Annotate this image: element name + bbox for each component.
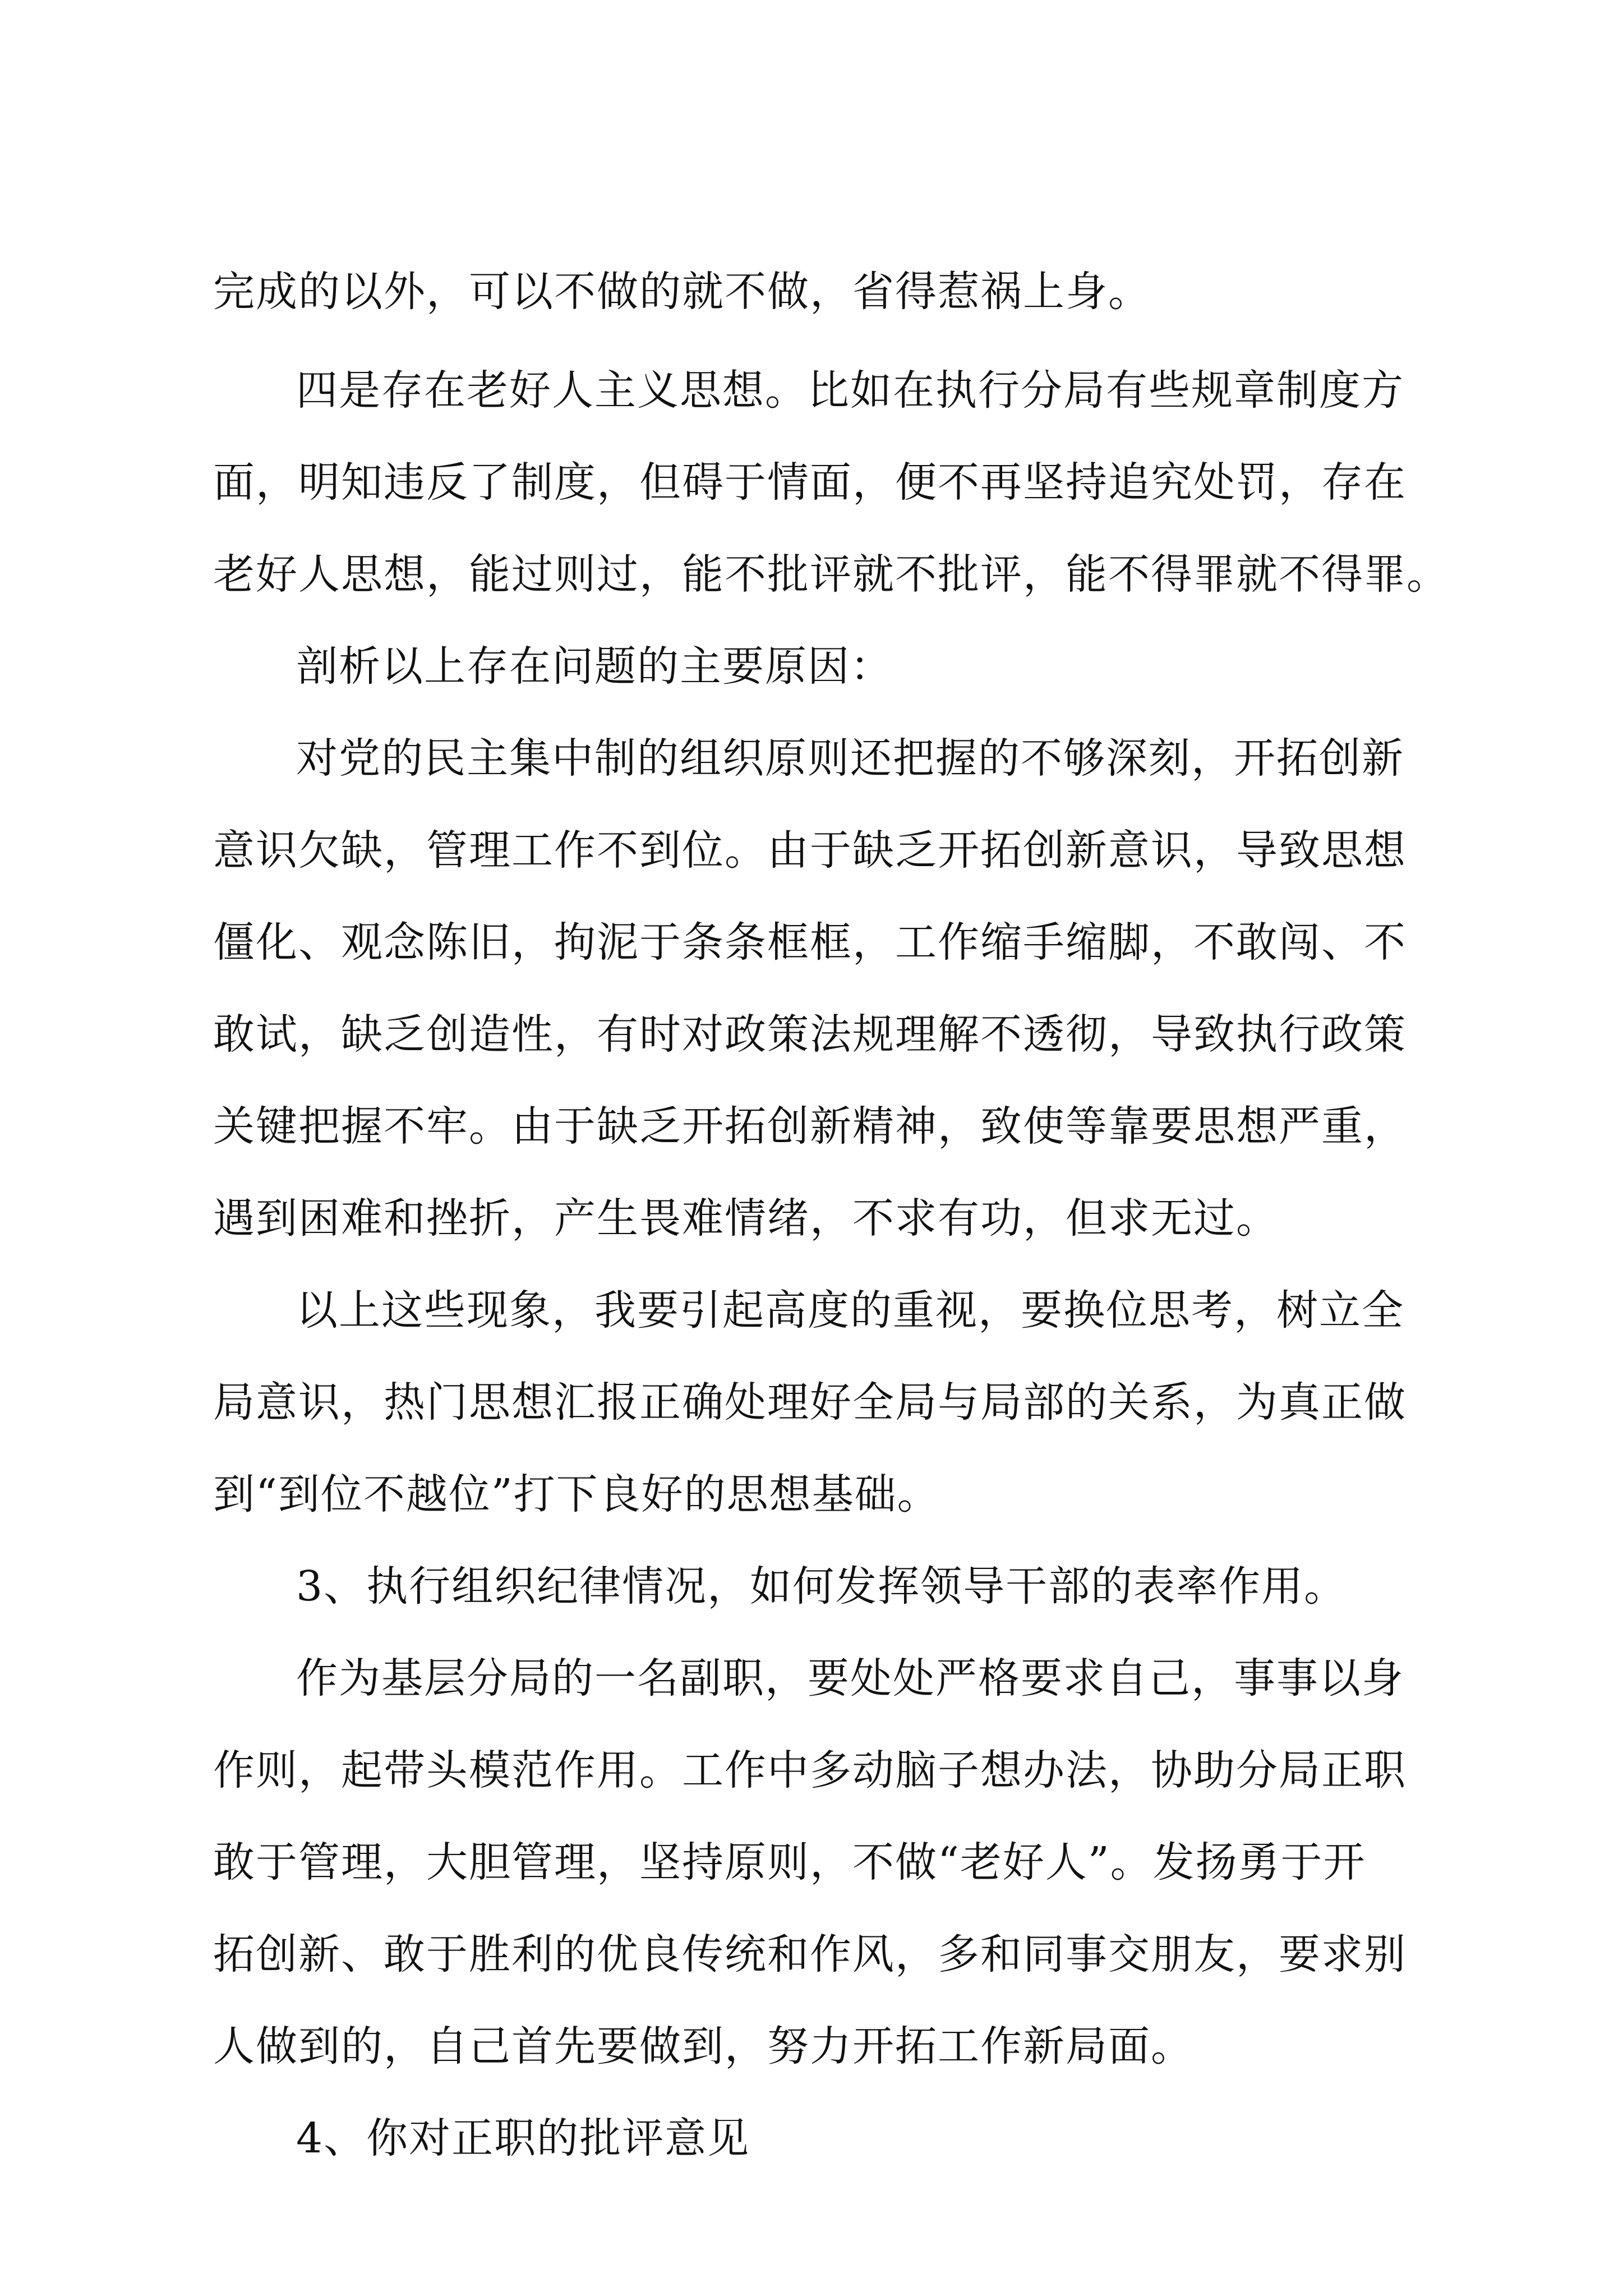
text-line: 敢试，缺乏创造性，有时对政策法规理解不透彻，导致执行政策	[213, 1010, 1407, 1059]
text-line: 关键把握不牢。由于缺乏开拓创新精神，致使等靠要思想严重，	[213, 1102, 1407, 1151]
text-line: 遇到困难和挫折，产生畏难情绪，不求有功，但求无过。	[213, 1194, 1279, 1243]
text-line: 局意识，热门思想汇报正确处理好全局与局部的关系，为真正做	[213, 1378, 1407, 1427]
text-line: 敢于管理，大胆管理，坚持原则，不做“老好人”。发扬勇于开	[213, 1838, 1366, 1887]
paragraph-line: 四是存在老好人主义思想。比如在执行分局有些规章制度方	[296, 366, 1404, 415]
paragraph-line: 4、你对正职的批评意见	[296, 2114, 750, 2162]
paragraph-line: 剖析以上存在问题的主要原因：	[296, 642, 893, 691]
paragraph-line: 作为基层分局的一名副职，要处处严格要求自己，事事以身	[296, 1654, 1404, 1703]
text-line: 意识欠缺，管理工作不到位。由于缺乏开拓创新意识，导致思想	[213, 826, 1407, 875]
paragraph-line: 对党的民主集中制的组织原则还把握的不够深刻，开拓创新	[296, 734, 1404, 783]
text-line: 到“到位不越位”打下良好的思想基础。	[213, 1470, 940, 1519]
text-line: 作则，起带头模范作用。工作中多动脑子想办法，协助分局正职	[213, 1746, 1407, 1795]
text-line: 面，明知违反了制度，但碍于情面，便不再坚持追究处罚，存在	[213, 458, 1407, 507]
text-line: 拓创新、敢于胜利的优良传统和作风，多和同事交朋友，要求别	[213, 1930, 1407, 1978]
text-line: 僵化、观念陈旧，拘泥于条条框框，工作缩手缩脚，不敢闯、不	[213, 918, 1407, 967]
text-line: 老好人思想，能过则过，能不批评就不批评，能不得罪就不得罪。	[213, 550, 1449, 599]
text-line: 完成的以外，可以不做的就不做，省得惹祸上身。	[213, 268, 1151, 316]
paragraph-line: 3、执行组织纪律情况，如何发挥领导干部的表率作用。	[296, 1562, 1347, 1611]
paragraph-line: 以上这些现象，我要引起高度的重视，要换位思考，树立全	[296, 1286, 1404, 1335]
text-line: 人做到的，自己首先要做到，努力开拓工作新局面。	[213, 2022, 1193, 2070]
